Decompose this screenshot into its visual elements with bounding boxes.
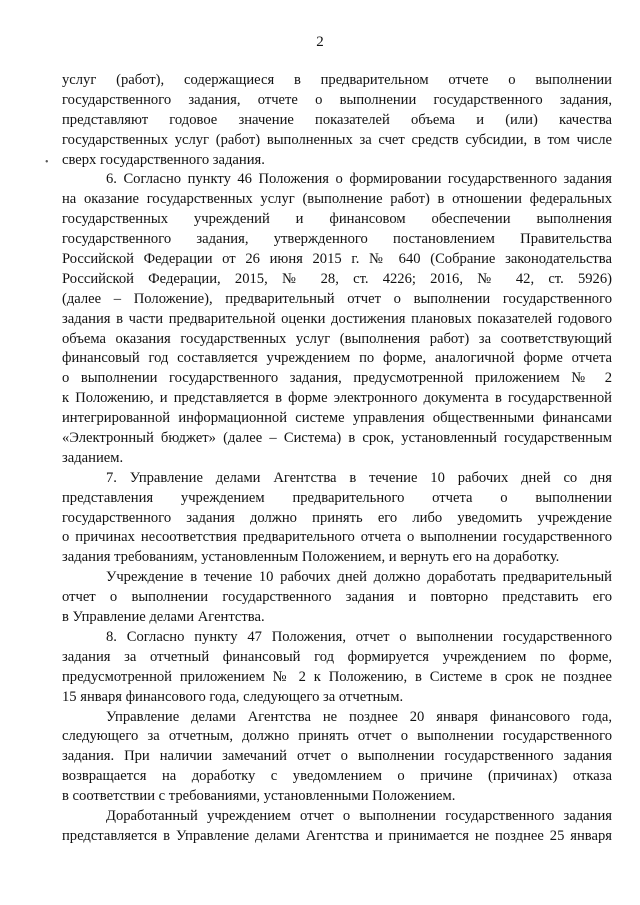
text-line: государственных услуг (работ) выполненных за счет средств субсидии, в том числе xyxy=(62,131,612,148)
text-line: представления учреждением предварительного отчета о выполнении xyxy=(62,489,612,506)
text-line: государственных учреждений и финансовом обеспечении выполнения xyxy=(62,211,612,228)
text-line: задания требованиям, установленным Положением, и вернуть его на доработку. xyxy=(62,549,560,566)
text-line: сверх государственного задания. xyxy=(62,151,265,168)
text-line: (далее – Положение), предварительный отчет о выполнении государственного xyxy=(62,290,612,307)
text-line: представляют годовое значение показателей объема и (или) качества xyxy=(62,111,612,128)
text-line: отчет о выполнении государственного задания и повторно представить его xyxy=(62,589,612,606)
text-line: Российской Федерации, 2015, № 28, ст. 4226; 2016, № 42, ст. 5926) xyxy=(62,270,612,287)
text-line: государственного задания, отчете о выполнении государственного задания, xyxy=(62,91,612,108)
page-number: 2 xyxy=(316,34,324,50)
text-line: о выполнении государственного задания, предусмотренной приложением № 2 xyxy=(62,370,612,387)
text-line: финансовый год составляется учреждением по форме, аналогичной форме отчета xyxy=(62,350,612,367)
text-line: на оказание государственных услуг (выполнение работ) в отношении федеральных xyxy=(62,191,612,208)
text-line: задания в части предварительной оценки достижения плановых показателей годового xyxy=(62,310,612,327)
text-line: заданием. xyxy=(62,449,124,466)
document-body xyxy=(62,71,612,847)
text-line: интегрированной информационной системе управления общественными финансами xyxy=(62,410,612,427)
text-line: услуг (работ), содержащиеся в предварительном отчете о выполнении xyxy=(62,72,612,88)
text-line: представляется в Управление делами Агентства и принимается не позднее 25 января xyxy=(62,827,612,844)
text-line: Учреждение в течение 10 рабочих дней должно доработать предварительный xyxy=(106,569,612,586)
text-line: государственного задания, утвержденного постановлением Правительства xyxy=(62,231,612,248)
text-line: 7. Управление делами Агентства в течение 10 рабочих дней со дня xyxy=(106,469,612,486)
text-line: государственного задания должно принять его либо уведомить учреждение xyxy=(62,509,612,526)
text-line: предусмотренной приложением № 2 к Положению, в Системе в срок не позднее xyxy=(62,668,612,685)
text-line: в соответствии с требованиями, установленными Положением. xyxy=(62,788,456,805)
text-line: возвращается на доработку с уведомлением о причине (причинах) отказа xyxy=(62,768,612,785)
text-line: следующего за отчетным, должно принять отчет о выполнении государственного xyxy=(62,728,612,745)
text-line: Доработанный учреждением отчет о выполнении государственного задания xyxy=(106,807,612,824)
text-line: объема оказания государственных услуг (выполнения работ) за соответствующий xyxy=(62,330,612,347)
text-line: Управление делами Агентства не позднее 20 января финансового года, xyxy=(106,708,612,725)
text-line: 6. Согласно пункту 46 Положения о формировании государственного задания xyxy=(106,171,612,188)
text-line: к Положению, и представляется в форме электронного документа в государственной xyxy=(62,390,612,407)
text-line: задания. При наличии замечаний отчет о выполнении государственного задания xyxy=(62,748,612,765)
text-line: о причинах несоответствия предварительного отчета о выполнении государственного xyxy=(62,529,612,546)
text-line: 15 января финансового года, следующего за отчетным. xyxy=(62,688,404,705)
text-line: «Электронный бюджет» (далее – Система) в срок, установленный государственным xyxy=(62,430,612,447)
text-line: в Управление делами Агентства. xyxy=(62,609,265,626)
margin-mark: • xyxy=(45,157,49,168)
text-line: Российской Федерации от 26 июня 2015 г. № 640 (Собрание законодательства xyxy=(62,251,612,268)
text-line: 8. Согласно пункту 47 Положения, отчет о выполнении государственного xyxy=(106,628,612,645)
text-line: задания за отчетный финансовый год формируется учреждением по форме, xyxy=(62,648,612,665)
